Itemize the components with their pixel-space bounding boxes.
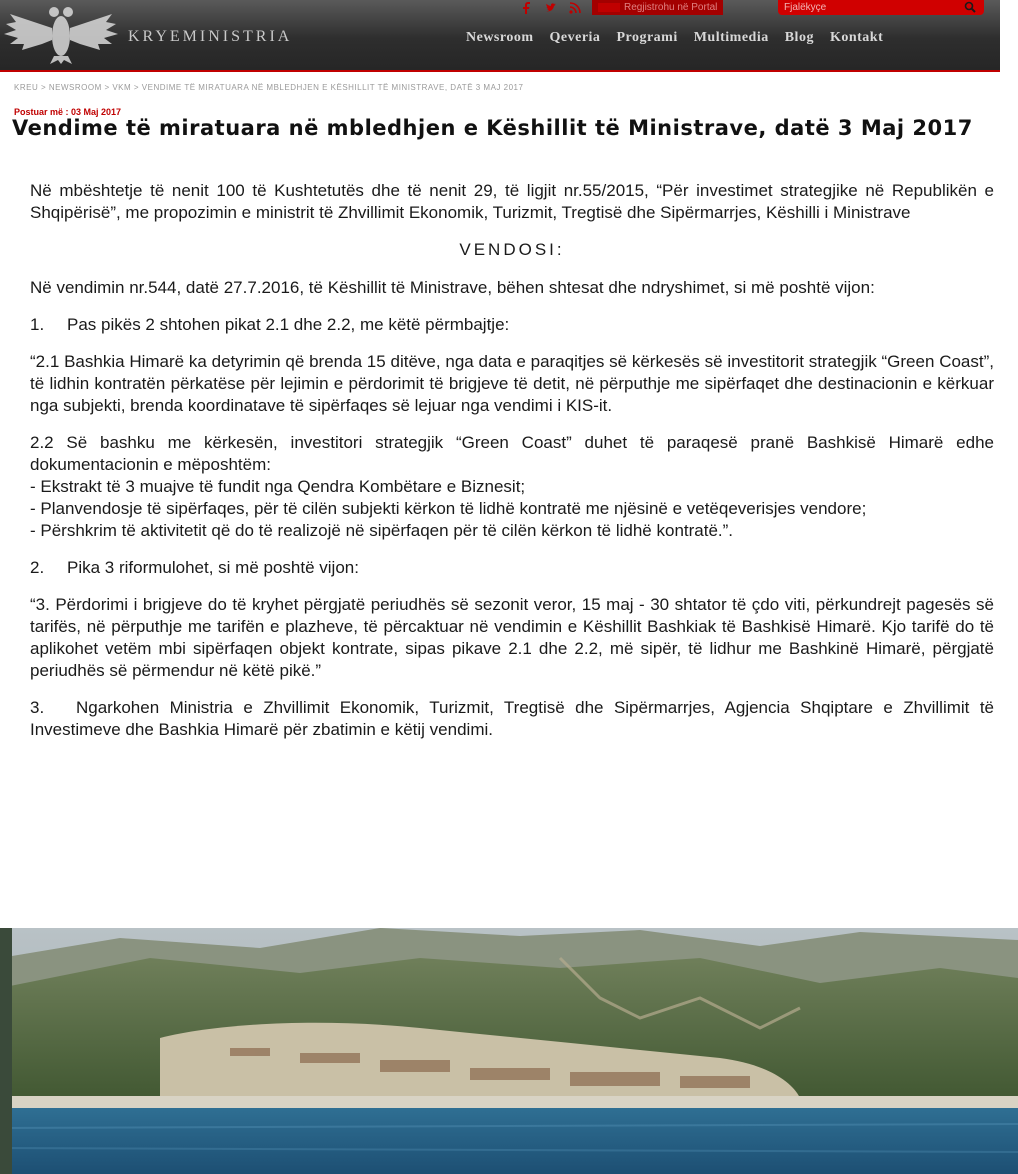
page-title: Vendime të miratuara në mbledhjen e Këshillit të Ministrave, datë 3 Maj 2017 [12, 116, 973, 140]
list-text: Ngarkohen Ministria e Zhvillimit Ekonomik, Turizmit, Tregtisë dhe Sipërmarrjes, Agjencia Shqiptare e Zhvillimit të Investimeve dhe Bashkia Himarë për zbatimin e këtij vendimi. [30, 698, 994, 739]
nav-multimedia[interactable]: Multimedia [693, 30, 769, 45]
list-item-3 [30, 697, 994, 741]
coastline-photo [0, 928, 1018, 1174]
list-text: Pas pikës 2 shtohen pikat 2.1 dhe 2.2, me këtë përmbajtje: [67, 315, 510, 334]
header-inner [0, 0, 1000, 70]
document-item: - Planvendosje të sipërfaqes, për të cilën subjekti kërkon të lidhë kontratë me njësinë e vetëqeverisjes vendore; [30, 499, 867, 518]
search-icon[interactable] [964, 1, 976, 13]
paragraph-amendment: Në vendimin nr.544, datë 27.7.2016, të Këshillit të Ministrave, bëhen shtesat dhe ndryshimet, si më poshtë vijon: [30, 278, 875, 297]
nav-programi[interactable]: Programi [616, 30, 678, 45]
document-item: - Ekstrakt të 3 muajve të fundit nga Qendra Kombëtare e Biznesit; [30, 477, 526, 496]
register-link-label: Regjistrohu në Portal [624, 2, 718, 13]
list-item-2 [30, 557, 994, 579]
nav-blog[interactable]: Blog [784, 30, 814, 45]
intro-paragraph: Në mbështetje të nenit 100 të Kushtetutës dhe të nenit 29, të ligjit nr.55/2015, “Për investimet strategjike në Republikën e Shqipërisë”, me propozimin e ministrit të Zhvillimit Ekonomik, Turizmit, Tregtisë dhe Sipërmarrjes, Këshilli i Ministrave [30, 181, 994, 222]
twitter-icon[interactable] [544, 1, 558, 15]
search-input[interactable] [784, 0, 954, 14]
list-text: Pika 3 riformulohet, si më poshtë vijon: [67, 558, 359, 577]
paragraph-2-1: “2.1 Bashkia Himarë ka detyrimin që brenda 15 ditëve, nga data e paraqitjes së kërkesës së investitorit strategjik “Green Coast”, të lidhin kontratën përkatëse për lejimin e përdorimit të brigjeve të detit, në përputhje me sipërfaqet dhe destinacionin e kërkuar nga subjekti, brenda koordinatave të sipërfaqes së lejuar nga vendimi i KIS-it. [30, 352, 994, 415]
search-box [778, 0, 984, 15]
register-link[interactable] [592, 0, 723, 15]
eagle-logo-icon[interactable] [2, 0, 120, 64]
site-header [0, 0, 1000, 72]
nav-kontakt[interactable]: Kontakt [829, 30, 884, 45]
register-flag-icon [598, 3, 620, 12]
paragraph-2-2: 2.2 Së bashku me kërkesën, investitori strategjik “Green Coast” duhet të paraqesë pranë Bashkisë Himarë edhe dokumentacionin e mëposhtëm: [30, 433, 994, 474]
list-number: 2. [30, 558, 45, 577]
posted-date: Postuar më : 03 Maj 2017 [14, 107, 122, 117]
brand-name[interactable]: KRYEMINISTRIA [128, 28, 293, 45]
document-item: - Përshkrim të aktivitetit që do të realizojë në sipërfaqen për të cilën kërkon të lidhë kontratë.”. [30, 521, 734, 540]
rss-icon[interactable] [568, 1, 582, 15]
nav-qeveria[interactable]: Qeveria [549, 30, 601, 45]
list-number: 3. [30, 698, 45, 717]
list-item-1 [30, 314, 994, 336]
breadcrumb[interactable]: KREU > NEWSROOM > VKM > VENDIME TË MIRATUARA NË MBLEDHJEN E KËSHILLIT TË MINISTRAVE, DATË 3 MAJ 2017 [14, 83, 524, 92]
paragraph-3: “3. Përdorimi i brigjeve do të kryhet përgjatë periudhës së sezonit veror, 15 maj - 30 shtator të çdo viti, përkundrejt pagesës së tarifës, në përputhje me tarifën e plazheve, të përcaktuar në vendimin e Këshillit Bashkiak të Bashkisë Himarë. Kjo tarifë do të aplikohet vetëm mbi sipërfaqen objekt kontrate, sipas pikave 2.1 dhe 2.2, më sipër, të lidhur me Bashkinë Himarë, përgjatë periudhës së përmendur në këtë pikë.” [30, 595, 994, 680]
top-bar [520, 0, 723, 15]
main-nav [466, 30, 883, 46]
facebook-icon[interactable] [520, 1, 534, 15]
nav-newsroom[interactable]: Newsroom [466, 30, 534, 45]
article-body [30, 180, 994, 756]
list-number: 1. [30, 315, 45, 334]
decides-heading: VENDOSI: [459, 240, 565, 259]
